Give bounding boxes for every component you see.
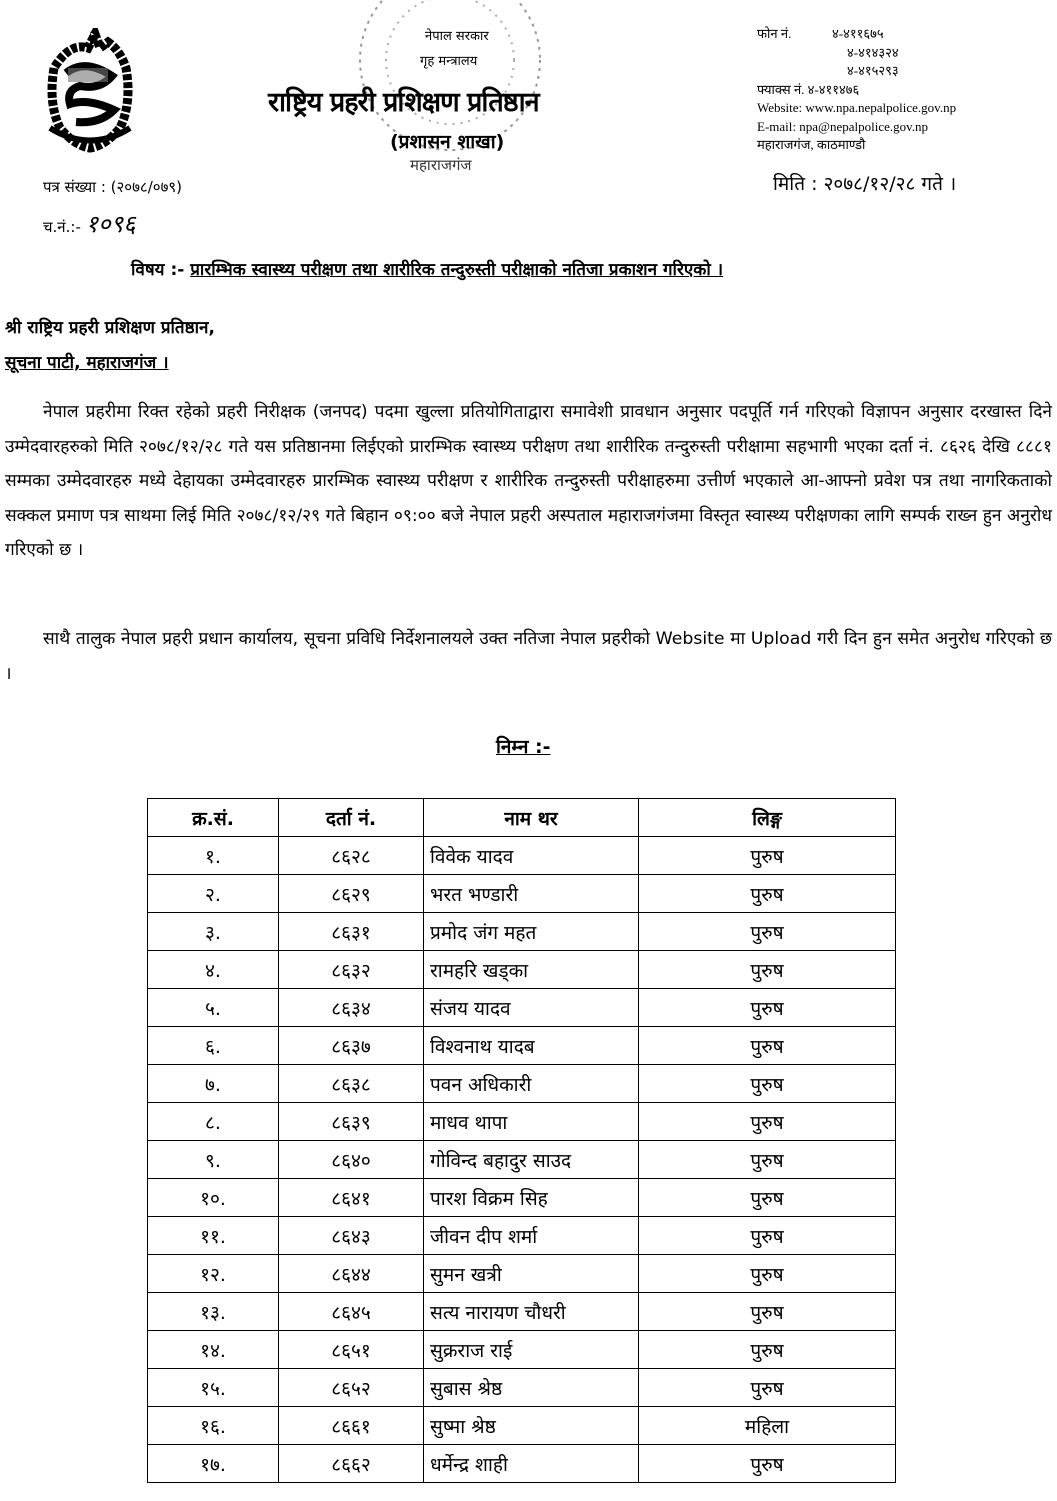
table-row [148, 951, 896, 989]
cell-gender: पुरुष [639, 1331, 896, 1369]
table-row [148, 1141, 896, 1179]
cell-serial: १६. [148, 1407, 279, 1445]
phone-number: ४-४१४३२४ [847, 44, 899, 60]
ministry-name: गृह मन्त्रालय [420, 54, 478, 69]
header-serial: क्र.सं. [148, 799, 279, 837]
cell-name: सत्य नारायण चौधरी [424, 1293, 639, 1331]
cell-gender: पुरुष [639, 1179, 896, 1217]
stamp-location: महाराजगंज [410, 156, 472, 174]
cell-name: पवन अधिकारी [424, 1065, 639, 1103]
fax-number: फ्याक्स नं. ४-४११४७६ [757, 81, 860, 97]
cell-gender: पुरुष [639, 1369, 896, 1407]
cell-serial: १७. [148, 1445, 279, 1483]
header-gender: लिङ्ग [639, 799, 896, 837]
cell-gender: पुरुष [639, 951, 896, 989]
cell-registration: ८६४३ [279, 1217, 424, 1255]
website-link[interactable]: Website: www.npa.nepalpolice.gov.np [757, 100, 957, 115]
cell-serial: १३. [148, 1293, 279, 1331]
table-row [148, 913, 896, 951]
cell-registration: ८६५२ [279, 1369, 424, 1407]
cell-gender: पुरुष [639, 875, 896, 913]
letter-number: पत्र संख्या : (२०७८/०७९) [43, 178, 183, 196]
branch-name: (प्रशासन शाखा) [390, 131, 505, 153]
nepal-emblem-logo [40, 28, 140, 153]
cell-gender: पुरुष [639, 1065, 896, 1103]
cell-name: विवेक यादव [424, 837, 639, 875]
cell-name: सुष्मा श्रेष्ठ [424, 1407, 639, 1445]
office-address: महाराजगंज, काठमाण्डौ [757, 137, 866, 152]
header-name: नाम थर [424, 799, 639, 837]
cell-registration: ८६६१ [279, 1407, 424, 1445]
cell-registration: ८६३१ [279, 913, 424, 951]
dispatch-label: च.नं.:- [43, 218, 81, 236]
cell-registration: ८६३४ [279, 989, 424, 1027]
cell-serial: ८. [148, 1103, 279, 1141]
table-row [148, 1065, 896, 1103]
cell-registration: ८६३९ [279, 1103, 424, 1141]
cell-serial: १२. [148, 1255, 279, 1293]
cell-name: भरत भण्डारी [424, 875, 639, 913]
table-row [148, 837, 896, 875]
dispatch-number-line [43, 207, 136, 240]
cell-gender: पुरुष [639, 913, 896, 951]
cell-name: गोविन्द बहादुर साउद [424, 1141, 639, 1179]
cell-registration: ८६२९ [279, 875, 424, 913]
cell-registration: ८६३८ [279, 1065, 424, 1103]
phone-row [757, 25, 956, 44]
cell-serial: ६. [148, 1027, 279, 1065]
body-paragraph-2: साथै तालुक नेपाल प्रहरी प्रधान कार्यालय, सूचना प्रविधि निर्देशनालयले उक्त नतिजा नेपाल प्रहरीको Website मा Upload गरी दिन हुन समेत अनुरोध गरिएको छ । [5, 629, 1052, 684]
cell-name: पारश विक्रम सिह [424, 1179, 639, 1217]
list-heading: निम्न :- [496, 736, 551, 758]
table-row [148, 1445, 896, 1483]
cell-serial: १. [148, 837, 279, 875]
letter-date: मिति : २०७८/१२/२८ गते । [773, 173, 957, 195]
cell-registration: ८६४४ [279, 1255, 424, 1293]
cell-name: माधव थापा [424, 1103, 639, 1141]
cell-gender: पुरुष [639, 1103, 896, 1141]
subject-text: प्रारम्भिक स्वास्थ्य परीक्षण तथा शारीरिक तन्दुरुस्ती परीक्षाको नतिजा प्रकाशन गरिएको । [190, 260, 724, 280]
organization-name: राष्ट्रिय प्रहरी प्रशिक्षण प्रतिष्ठान [268, 87, 539, 118]
cell-serial: ३. [148, 913, 279, 951]
table-row [148, 875, 896, 913]
cell-name: सुक्रराज राई [424, 1331, 639, 1369]
table-row [148, 1179, 896, 1217]
cell-serial: १०. [148, 1179, 279, 1217]
header-registration: दर्ता नं. [279, 799, 424, 837]
table-row [148, 1369, 896, 1407]
results-table [147, 798, 896, 1483]
table-row [148, 1217, 896, 1255]
cell-gender: पुरुष [639, 1445, 896, 1483]
table-row [148, 1027, 896, 1065]
addressee-line-1: श्री राष्ट्रिय प्रहरी प्रशिक्षण प्रतिष्ठान, [5, 318, 215, 338]
cell-registration: ८६६२ [279, 1445, 424, 1483]
table-row [148, 989, 896, 1027]
table-row [148, 1293, 896, 1331]
cell-gender: पुरुष [639, 1141, 896, 1179]
cell-name: सुबास श्रेष्ठ [424, 1369, 639, 1407]
phone-number: ४-४१५२९३ [847, 63, 899, 78]
cell-name: जीवन दीप शर्मा [424, 1217, 639, 1255]
cell-registration: ८६५१ [279, 1331, 424, 1369]
cell-name: सुमन खत्री [424, 1255, 639, 1293]
cell-name: संजय यादव [424, 989, 639, 1027]
phone-label: फोन नं. [757, 26, 792, 41]
cell-gender: पुरुष [639, 1027, 896, 1065]
government-name: नेपाल सरकार [425, 29, 489, 44]
subject-label: विषय :- [131, 260, 185, 280]
subject-line [131, 257, 723, 280]
cell-registration: ८६३७ [279, 1027, 424, 1065]
cell-serial: १४. [148, 1331, 279, 1369]
table-body [148, 837, 896, 1483]
cell-serial: ९. [148, 1141, 279, 1179]
cell-name: रामहरि खड्का [424, 951, 639, 989]
cell-gender: पुरुष [639, 1217, 896, 1255]
cell-serial: ५. [148, 989, 279, 1027]
body-paragraph-1: नेपाल प्रहरीमा रिक्त रहेको प्रहरी निरीक्षक (जनपद) पदमा खुल्ला प्रतियोगिताद्वारा समावेशी प्रावधान अनुसार पदपूर्ति गर्न गरिएको विज्ञापन अनुसार दरखास्त दिने उम्मेदवारहरुको मिति २०७८/१२/२८ गते यस प्रतिष्ठानमा लिईएको प्रारम्भिक स्वास्थ्य परीक्षण तथा शारीरिक तन्दुरुस्ती परीक्षामा सहभागी भएका दर्ता नं. ८६२६ देखि ८८८१ सम्मका उम्मेदवारहरु मध्ये देहायका उम्मेदवारहरु प्रारम्भिक स्वास्थ्य परीक्षण र शारीरिक तन्दुरुस्ती परीक्षाहरुमा उत्तीर्ण भएकाले आ-आफ्नो प्रवेश पत्र तथा नागरिकताको सक्कल प्रमाण पत्र साथमा लिई मिति २०७८/१२/२९ गते बिहान ०९:०० बजे नेपाल प्रहरी अस्पताल महाराजगंजमा विस्तृत स्वास्थ्य परीक्षणका लागि सम्पर्क राख्न हुन अनुरोध गरिएको छ । [5, 402, 1052, 560]
table-row [148, 1407, 896, 1445]
cell-serial: ७. [148, 1065, 279, 1103]
cell-registration: ८६४० [279, 1141, 424, 1179]
cell-name: धर्मेन्द्र शाही [424, 1445, 639, 1483]
email-link[interactable]: E-mail: npa@nepalpolice.gov.np [757, 118, 929, 134]
cell-gender: पुरुष [639, 1255, 896, 1293]
table-header-row [148, 799, 896, 837]
phone-number: ४-४११६७५ [832, 26, 884, 41]
cell-name: विश्वनाथ यादब [424, 1027, 639, 1065]
cell-serial: ४. [148, 951, 279, 989]
cell-name: प्रमोद जंग महत [424, 913, 639, 951]
cell-gender: पुरुष [639, 989, 896, 1027]
cell-serial: १५. [148, 1369, 279, 1407]
table-row [148, 1255, 896, 1293]
addressee-line-2: सूचना पाटी, महाराजगंज । [5, 353, 169, 373]
cell-registration: ८६४१ [279, 1179, 424, 1217]
cell-gender: पुरुष [639, 837, 896, 875]
cell-registration: ८६२८ [279, 837, 424, 875]
cell-registration: ८६३२ [279, 951, 424, 989]
cell-registration: ८६४५ [279, 1293, 424, 1331]
dispatch-number: १०९६ [85, 210, 136, 238]
cell-serial: २. [148, 875, 279, 913]
contact-block [757, 25, 956, 155]
cell-serial: ११. [148, 1217, 279, 1255]
cell-gender: पुरुष [639, 1293, 896, 1331]
cell-gender: महिला [639, 1407, 896, 1445]
table-row [148, 1331, 896, 1369]
table-row [148, 1103, 896, 1141]
